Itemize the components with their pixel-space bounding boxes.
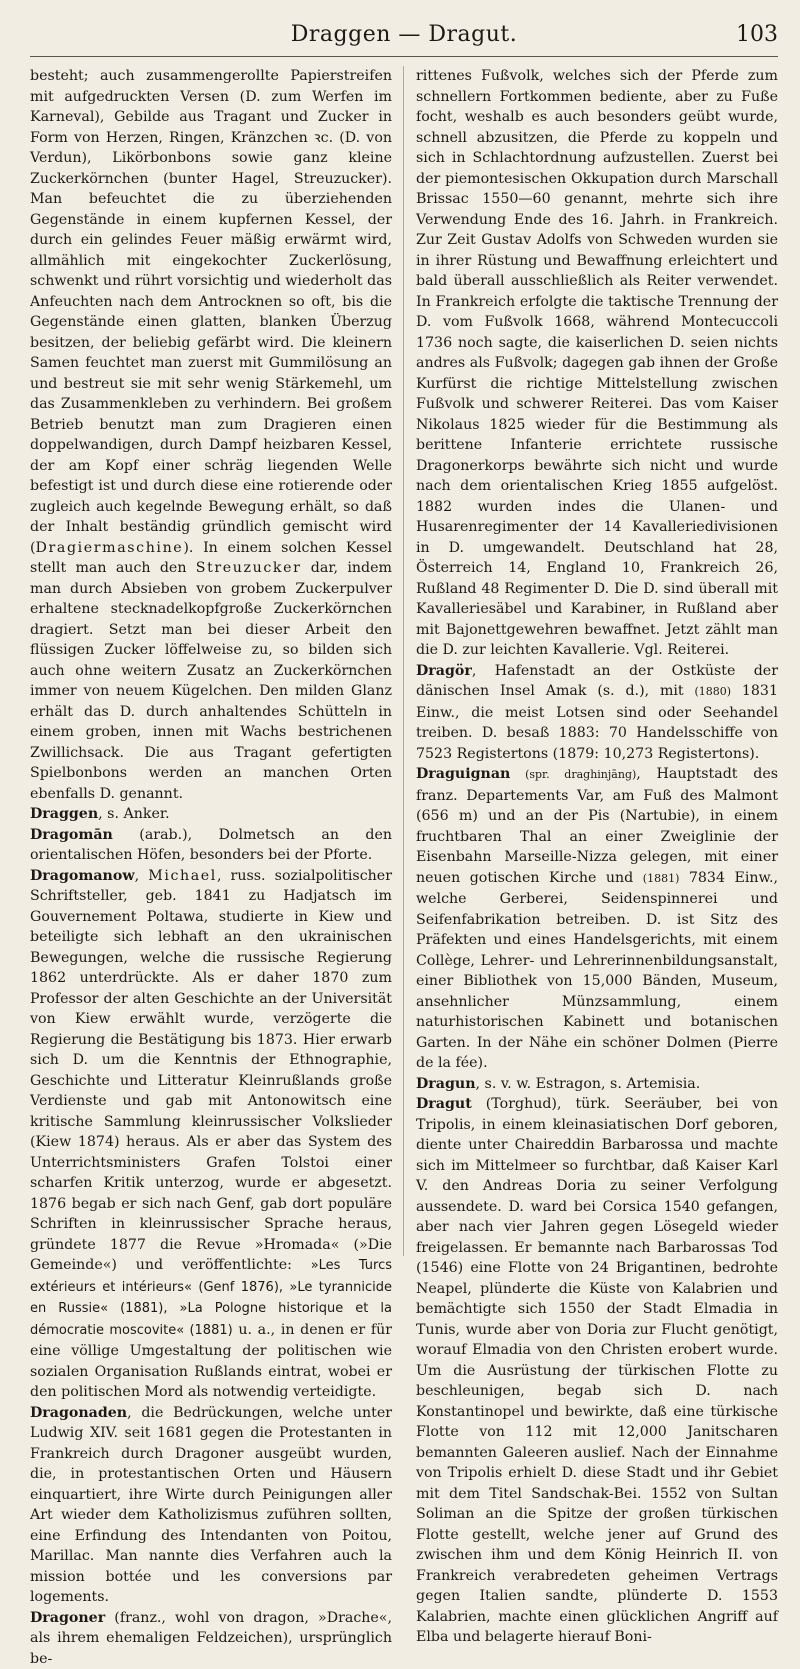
entry-dragoman	[30, 825, 392, 866]
latin-titles: »Les Turcs extérieurs et intérieurs« (Genf 1876), »Le tyrannicide en Russie« (1881), »La Pologne historique et la démocratie moscovite« (1881)	[30, 1258, 392, 1338]
entry-dragoner	[30, 1608, 392, 1669]
headword: Dragör	[416, 663, 472, 679]
right-column	[416, 66, 778, 1261]
entry-text: dar, indem man durch Absieben von grobem Zuckerpulver erhaltene stecknadelkopfgroße Zuckerkörnchen dragiert. Setzt man bei dieser Arbeit den flüssigen Zucker löffelweise zu, so bilden sich auch ohne weitern Zusatz an Zuckerkörnchen immer von neuem Kügelchen. Den milden Glanz erhält das D. durch anhaltendes Schütteln in einem groben, innen mit Wachs bestrichenen Zwillichsack. Die aus Tragant gefertigten Spielbonbons werden an manchen Orten ebenfalls D. genannt.	[30, 560, 392, 802]
entry-text: , russ. sozialpolitischer Schriftsteller, geb. 1841 zu Hadjatsch im Gouvernement Poltawa, studierte in Kiew und beteiligte sich lebhaft an den ukrainischen Bewegungen, welche die russische Regierung 1862 unterdrückte. Als er daher 1870 zum Professor der alten Geschichte an der Universität von Kiew erwählt wurde, verzögerte die Regierung die Bestätigung bis 1873. Hier erwarb sich D. um die Kenntnis der Ethnographie, Geschichte und Litteratur Kleinrußlands große Verdienste und gab mit Antonowitsch eine kritische Sammlung kleinrussischer Volkslieder (Kiew 1874) heraus. Als er aber das System des Unterrichtsministers Grafen Tolstoi einer scharfen Kritik unterzog, wurde er abgesetzt. 1876 begab er sich nach Genf, gab dort populäre Schriften in kleinrussischer Sprache heraus, gründete 1877 die Revue »Hromada« (»Die Gemeinde«) und veröffentlichte:	[30, 868, 392, 1274]
spaced-term: Dragiermaschine	[36, 540, 184, 556]
entry-dragoner-continued	[416, 66, 778, 661]
entry-text: ). In einem solchen Kessel stellt man auch den	[30, 540, 392, 577]
entry-text: , die Bedrückungen, welche unter Ludwig XIV. seit 1681 gegen die Protestanten in Frankreich durch Dragoner ausgeübt wurden, die, in protestantischen Orten und Häusern einquartiert, ihre Wirte durch Peinigungen aller Art wieder dem Katholizismus zuführen sollten, eine Erfindung des Intendanten von Poitou, Marillac. Man nannte dies Verfahren auch la mission bottée und les conversions par logements.	[30, 1405, 392, 1606]
entry-dragee-continued	[30, 66, 392, 804]
entry-dragonaden	[30, 1403, 392, 1608]
entry-text: , s. v. w. Estragon, s. Artemisia.	[476, 1076, 701, 1092]
headword: Draguignan	[416, 766, 510, 782]
entry-dragut	[416, 1094, 778, 1648]
entry-text: , Hauptstadt des franz. Departements Var, am Fuß des Malmont (656 m) und an der Pis (Nartubie), in einem fruchtbaren Thal an einer Zweiglinie der Eisenbahn Marseille-Nizza gelegen, mit einer neuen gotischen Kirche und	[416, 766, 778, 886]
entry-text: (Torghud), türk. Seeräuber, bei von Tripolis, in einem kleinasiatischen Dorf geboren, diente unter Chaireddin Barbarossa und machte sich im Mittelmeer so furchtbar, daß Kaiser Karl V. den Andreas Doria zu seiner Verfolgung aussendete. D. ward bei Corsica 1540 gefangen, aber nach vier Jahren gegen Lösegeld wieder freigelassen. Er bemannte nach Barbarossas Tod (1546) eine Flotte von 24 Brigantinen, bedrohte Neapel, plünderte die Küste von Kalabrien und bemächtigte sich 1550 der Stadt Elmadia in Tunis, wurde aber von Doria zur Flucht genötigt, worauf Elmadia von den Christen erobert wurde. Um die Ausrüstung der türkischen Flotte zu beschleunigen, begab sich D. nach Konstantinopel und bewirkte, daß eine türkische Flotte von 112 mit 12,000 Janitscharen bemannten Galeeren auslief. Nach der Einnahme von Tripolis erhielt D. diese Stadt und ihr Gebiet mit dem Titel Sandschak-Bei. 1552 von Sultan Soliman an die Spitze der großen türkischen Flotte gestellt, welche jener auf Grund des zwischen ihm und dem König Heinrich II. von Frankreich verabredeten geheimen Vertrags gegen Italien sandte, plünderte D. 1553 Kalabrien, machte einen glücklichen Angriff auf Elba und belagerte hierauf Boni-	[416, 1096, 778, 1645]
headword: Dragomān	[30, 827, 113, 843]
entry-text: (arab.), Dolmetsch an den orientalischen Höfen, besonders bei der Pforte.	[30, 827, 392, 864]
entry-dragor	[416, 661, 778, 765]
census-year: (1881)	[643, 872, 680, 885]
entry-text: , s. Anker.	[98, 806, 169, 822]
left-column	[30, 66, 392, 1261]
headword: Dragomanow	[30, 868, 135, 884]
dictionary-page	[30, 0, 778, 1275]
entry-text: u. a., in denen er für eine völlige Umgestaltung der politischen wie sozialen Organisation Rußlands eintrat, wobei er den politischen Mord als notwendig verteidigte.	[30, 1322, 392, 1401]
entry-text: 1831 Einw., die meist Lotsen sind oder Seehandel treiben. D. besaß 1883: 70 Handelsschiffe von 7523 Registertons (1879: 10,273 Registertons).	[416, 683, 778, 762]
entry-draguignan	[416, 764, 778, 1074]
pronunciation: (spr. draghinjāng)	[510, 768, 636, 781]
entry-text: , Hafenstadt an der Ostküste der dänischen Insel Amak (s. d.), mit	[416, 663, 778, 700]
entry-dragun	[416, 1074, 778, 1095]
entry-text: rittenes Fußvolk, welches sich der Pferde zum schnellern Fortkommen bediente, aber zu Fuße focht, weshalb es auch besonders geübt wurde, schnell abzusitzen, die Pferde zu koppeln und sich in Schlachtordnung aufzustellen. Zuerst bei der piemontesischen Okkupation durch Marschall Brissac 1550—60 genannt, mehrte sich ihre Verwendung Ende des 16. Jahrh. in Frankreich. Zur Zeit Gustav Adolfs von Schweden wurden sie in ihrer Rüstung und Bewaffnung erleichtert und bald überall ausschließlich als Reiter verwendet. In Frankreich erfolgte die taktische Trennung der D. vom Fußvolk 1668, während Montecuccoli 1736 noch sagte, die kaiserlichen D. seien nichts andres als Fußvolk; dagegen gab ihnen der Große Kurfürst die richtige Mittelstellung zwischen Fußvolk und schwerer Reiterei. Das vom Kaiser Nikolaus 1825 wieder für die Bestimmung als berittene Infanterie errichtete russische Dragonerkorps bewährte sich nicht und wurde nach dem orientalischen Krieg 1855 aufgelöst. 1882 wurden indes die Ulanen- und Husarenregimenter der 14 Kavalleriedivisionen in D. umgewandelt. Deutschland hat 28, Österreich 14, England 10, Frankreich 26, Rußland 48 Regimenter D. Die D. sind überall mit Kavalleriesäbel und Karabiner, in Rußland aber mit Bajonettgewehren bewaffnet. Jetzt zählt man die D. zur leichten Kavallerie. Vgl. Reiterei.	[416, 68, 778, 658]
entry-text: besteht; auch zusammengerollte Papierstreifen mit aufgedruckten Versen (D. zum Werfen im Karneval), Gebilde aus Tragant und Zucker in Form von Herzen, Ringen, Kränzchen ꝛc. (D. von Verdun), Likörbonbons sowie ganz kleine Zuckerkörnchen (bunter Hagel, Streuzucker). Man befeuchtet die zu überziehenden Gegenstände in einem kupfernen Kessel, der durch ein gelindes Feuer mäßig erwärmt wird, allmählich mit eingekochter Zuckerlösung, schwenkt und rührt vorsichtig und wiederholt das Anfeuchten nach dem Antrocknen so oft, bis die Gegenstände einen glatten, blanken Überzug besitzen, der beliebig gefärbt wird. Die kleinern Samen feuchtet man zuerst mit Gummilösung an und bestreut sie mit sehr wenig Stärkemehl, um das Zusammenkleben zu verhindern. Bei großem Betrieb benutzt man zum Dragieren einen doppelwandigen, durch Dampf heizbaren Kessel, der am Kopf einer schräg liegenden Welle befestigt ist und durch diese eine rotierende oder zugleich auch kegelnde Bewegung erhält, so daß der Inhalt beständig gründlich gemischt wird (	[30, 68, 392, 556]
headword: Dragun	[416, 1076, 476, 1092]
column-divider	[403, 66, 404, 1256]
spaced-term: Streuzucker	[196, 560, 302, 576]
headword: Dragonaden	[30, 1405, 127, 1421]
entry-text: 7834 Einw., welche Gerberei, Seidenspinnerei und Seifenfabrikation betreiben. D. ist Sitz des Präfekten und eines Handelsgerichts, mit einem Collège, Lehrer- und Lehrerinnenbildungsanstalt, einer Bibliothek von 15,000 Bänden, Museum, ansehnlicher Münzsammlung, einem naturhistorischen Kabinett und botanischen Garten. In der Nähe ein schöner Dolmen (Pierre de la fée).	[416, 870, 778, 1072]
running-head: Draggen — Dragut.	[30, 22, 778, 47]
header-rule	[30, 56, 778, 57]
census-year: (1880)	[694, 685, 731, 698]
entry-text: (franz., wohl von dragon, »Drache«, als ihrem ehemaligen Feldzeichen), ursprünglich be-	[30, 1610, 392, 1667]
headword: Draggen	[30, 806, 98, 822]
headword: Dragut	[416, 1096, 472, 1112]
entry-dragomanow: Dragomanow, Michael, russ. sozialpolitischer Schriftsteller, geb. 1841 zu Hadjatsch im Gouvernement Poltawa, studierte in Kiew und beteiligte sich lebhaft an den ukrainischen Bewegungen, welche die russische Regierung 1862 unterdrückte. Als er daher 1870 zum Professor der alten Geschichte an der Universität von Kiew erwählt wurde, verzögerte die Regierung die Bestätigung bis 1873. Hier erwarb sich D. um die Kenntnis der Ethnographie, Geschichte und Litteratur Kleinrußlands große Verdienste und gab mit Antonowitsch eine kritische Sammlung kleinrussischer Volkslieder (Kiew 1874) heraus. Als er aber das System des Unterrichtsministers Grafen Tolstoi einer scharfen Kritik unterzog, wurde er abgesetzt. 1876 begab er sich nach Genf, gab dort populäre Schriften in kleinrussischer Sprache heraus, gründete 1877 die Revue »Hromada« (»Die Gemeinde«) und veröffentlichte: »Les Turcs extérieurs et intérieurs« (Genf 1876), »Le tyrannicide en Russie« (1881), »La Pologne historique et la démocratie moscovite« (1881) u. a., in denen er für eine völlige Umgestaltung der politischen wie sozialen Organisation Rußlands eintrat, wobei er den politischen Mord als notwendig verteidigte.	[30, 866, 392, 1403]
headword: Dragoner	[30, 1610, 105, 1626]
entry-draggen	[30, 804, 392, 825]
spaced-term: Michael	[148, 868, 217, 884]
page-header	[30, 22, 778, 58]
page-number: 103	[736, 22, 778, 47]
